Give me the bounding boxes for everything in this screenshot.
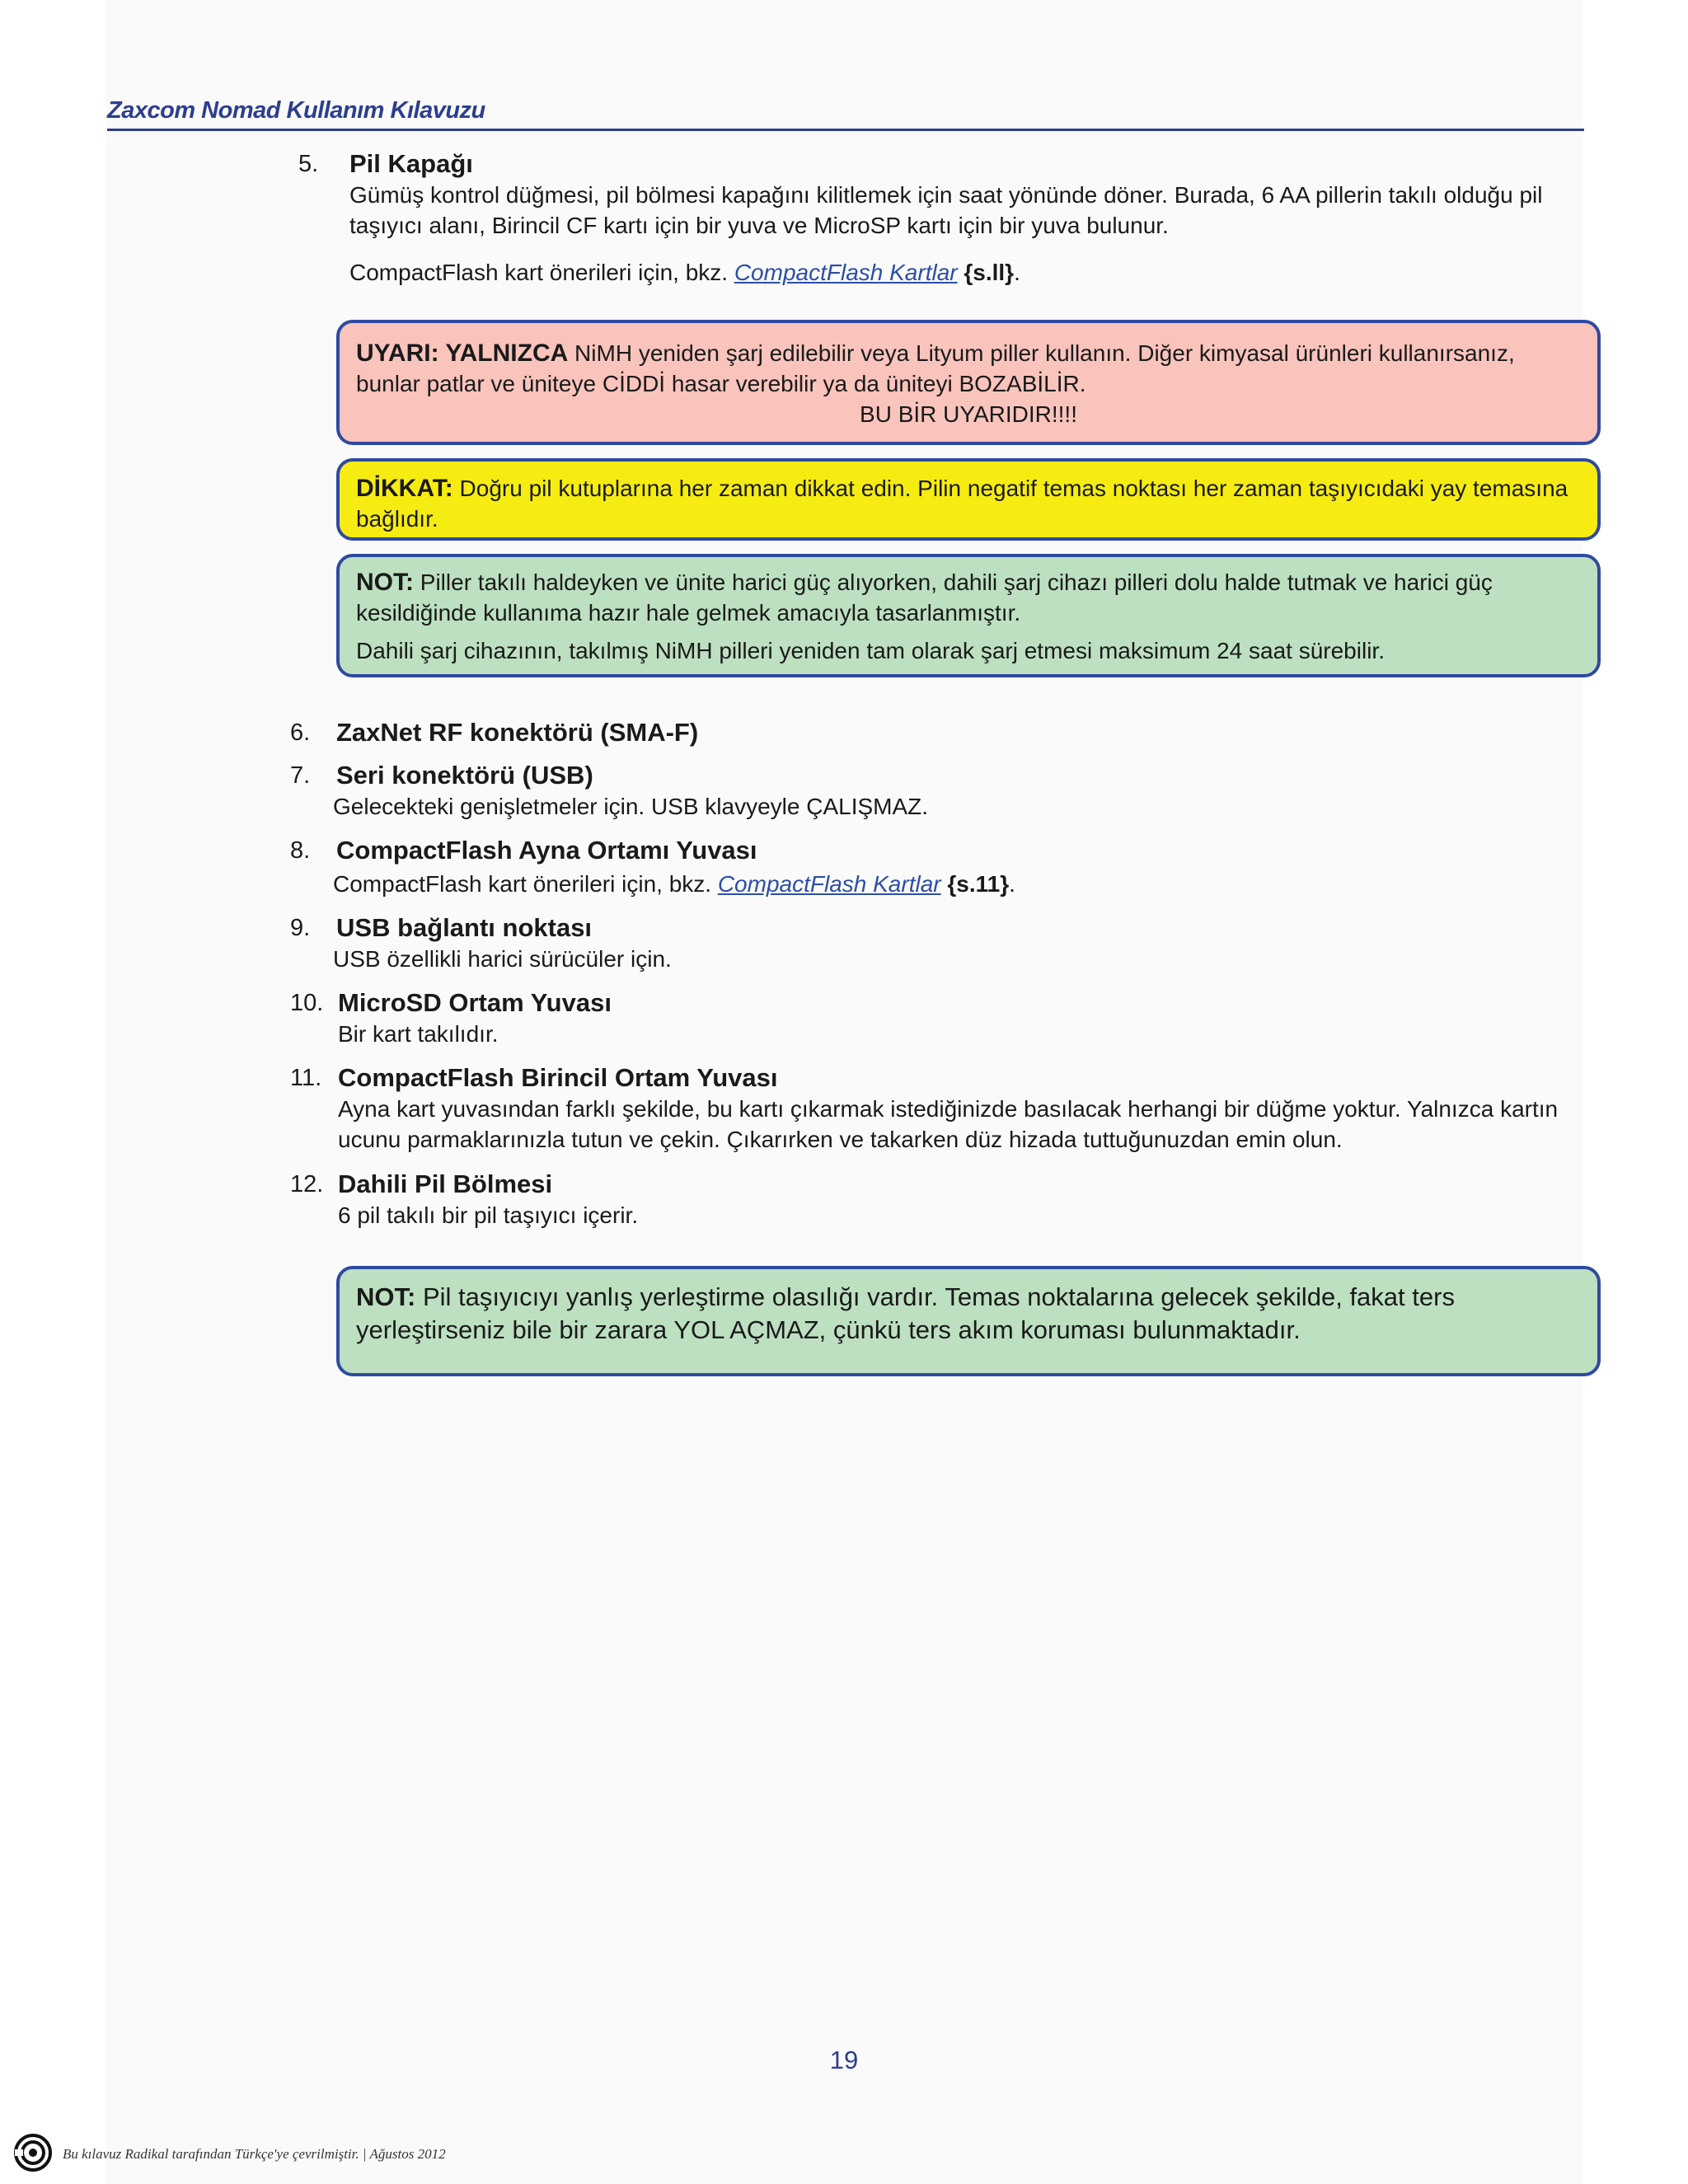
item-reference: CompactFlash kart önerileri için, bkz. CompactFlash Kartlar {s.11}. bbox=[333, 871, 1015, 897]
item-body: Bir kart takılıdır. bbox=[338, 1021, 499, 1047]
item-number: 7. bbox=[290, 762, 311, 789]
note-box bbox=[336, 554, 1601, 677]
caution-box bbox=[336, 458, 1601, 541]
item-title: CompactFlash Ayna Ortamı Yuvası bbox=[336, 836, 757, 865]
note-box-2 bbox=[336, 1266, 1601, 1376]
list-item-11 bbox=[290, 1062, 1601, 1155]
document-title: Zaxcom Nomad Kullanım Kılavuzu bbox=[107, 97, 485, 124]
note-label: NOT: bbox=[356, 1282, 416, 1311]
item-title: USB bağlantı noktası bbox=[336, 913, 593, 942]
caution-label: DİKKAT: bbox=[356, 475, 453, 502]
note-label: NOT: bbox=[356, 569, 414, 596]
item-number: 9. bbox=[290, 915, 311, 941]
item-body: Gümüş kontrol düğmesi, pil bölmesi kapağını kilitlemek için saat yönünde döner. Burada, 6 AA pillerin takılı olduğu pil taşıyıcı alanı, Birincil CF kartı için bir yuva ve MicroSP kartı için bir yuva bulunur. bbox=[349, 182, 1543, 238]
item-reference: CompactFlash kart önerileri için, bkz. CompactFlash Kartlar {s.ll}. bbox=[349, 260, 1020, 285]
footer-credit: Bu kılavuz Radikal tarafından Türkçe'ye çevrilmiştir. | Ağustos 2012 bbox=[63, 2146, 446, 2162]
item-number: 5. bbox=[298, 151, 319, 177]
list-item-8 bbox=[290, 835, 1015, 899]
list-item-10 bbox=[290, 987, 612, 1049]
warning-footer: BU BİR UYARIDIR!!!! bbox=[860, 401, 1077, 427]
item-title: Pil Kapağı bbox=[349, 149, 473, 178]
item-title: MicroSD Ortam Yuvası bbox=[338, 988, 612, 1017]
page-header bbox=[107, 97, 1584, 131]
caution-text: Doğru pil kutuplarına her zaman dikkat edin. Pilin negatif temas noktası her zaman taşıyıcıdaki yay temasına bağlıdır. bbox=[356, 476, 1568, 532]
item-title: Dahili Pil Bölmesi bbox=[338, 1169, 553, 1198]
page-number: 19 bbox=[829, 2046, 859, 2074]
item-body: Gelecekteki genişletmeler için. USB klavyeyle ÇALIŞMAZ. bbox=[333, 794, 929, 819]
warning-label: UYARI: YALNIZCA bbox=[356, 340, 569, 367]
item-number: 12. bbox=[290, 1171, 324, 1197]
item-body: Ayna kart yuvasından farklı şekilde, bu kartı çıkarmak istediğinizde basılacak herhangi bir düğme yoktur. Yalnızca kartın ucunu parmaklarınızla tutun ve çekin. Çıkarırken ve takarken düz hizada tuttuğunuzdan emin olun. bbox=[338, 1096, 1559, 1152]
item-title: CompactFlash Birincil Ortam Yuvası bbox=[338, 1063, 778, 1092]
radikal-logo-icon bbox=[13, 2133, 53, 2177]
item-number: 8. bbox=[290, 837, 311, 864]
note-text-2: Dahili şarj cihazının, takılmış NiMH pilleri yeniden tam olarak şarj etmesi maksimum 24 saat sürebilir. bbox=[356, 638, 1385, 663]
item-body: USB özellikli harici sürücüler için. bbox=[333, 946, 672, 972]
note-text: Pil taşıyıcıyı yanlış yerleştirme olasılığı vardır. Temas noktalarına gelecek şekilde, fakat ters yerleştirseniz bile bir zarara YOL AÇMAZ, çünkü ters akım koruması bulunmaktadır. bbox=[356, 1282, 1455, 1344]
compactflash-cards-link[interactable]: CompactFlash Kartlar bbox=[734, 260, 958, 285]
list-item-5 bbox=[298, 148, 1584, 288]
item-number: 11. bbox=[290, 1065, 322, 1091]
compactflash-cards-link[interactable]: CompactFlash Kartlar bbox=[717, 871, 941, 897]
list-item-9 bbox=[290, 912, 672, 974]
list-item-6 bbox=[290, 717, 698, 748]
page-ref: {s.11} bbox=[947, 871, 1010, 897]
item-title: ZaxNet RF konektörü (SMA-F) bbox=[336, 718, 699, 747]
page-ref: {s.ll} bbox=[964, 260, 1015, 285]
warning-text: NiMH yeniden şarj edilebilir veya Lityum piller kullanın. Diğer kimyasal ürünleri kullanırsanız, bunlar patlar ve üniteye CİDDİ hasar verebilir ya da üniteyi BOZABİLİR. bbox=[356, 340, 1515, 396]
item-body: 6 pil takılı bir pil taşıyıcı içerir. bbox=[338, 1202, 639, 1228]
list-item-7 bbox=[290, 760, 928, 822]
item-title: Seri konektörü (USB) bbox=[336, 761, 593, 790]
page-footer bbox=[13, 2135, 446, 2174]
warning-box bbox=[336, 320, 1601, 445]
item-number: 10. bbox=[290, 990, 324, 1016]
item-number: 6. bbox=[290, 719, 311, 746]
list-item-12 bbox=[290, 1169, 638, 1230]
note-text: Piller takılı haldeyken ve ünite harici güç alıyorken, dahili şarj cihazı pilleri dolu halde tutmak ve harici güç kesildiğinde kullanıma hazır hale gelmek amacıyla tasarlanmıştır. bbox=[356, 569, 1493, 626]
